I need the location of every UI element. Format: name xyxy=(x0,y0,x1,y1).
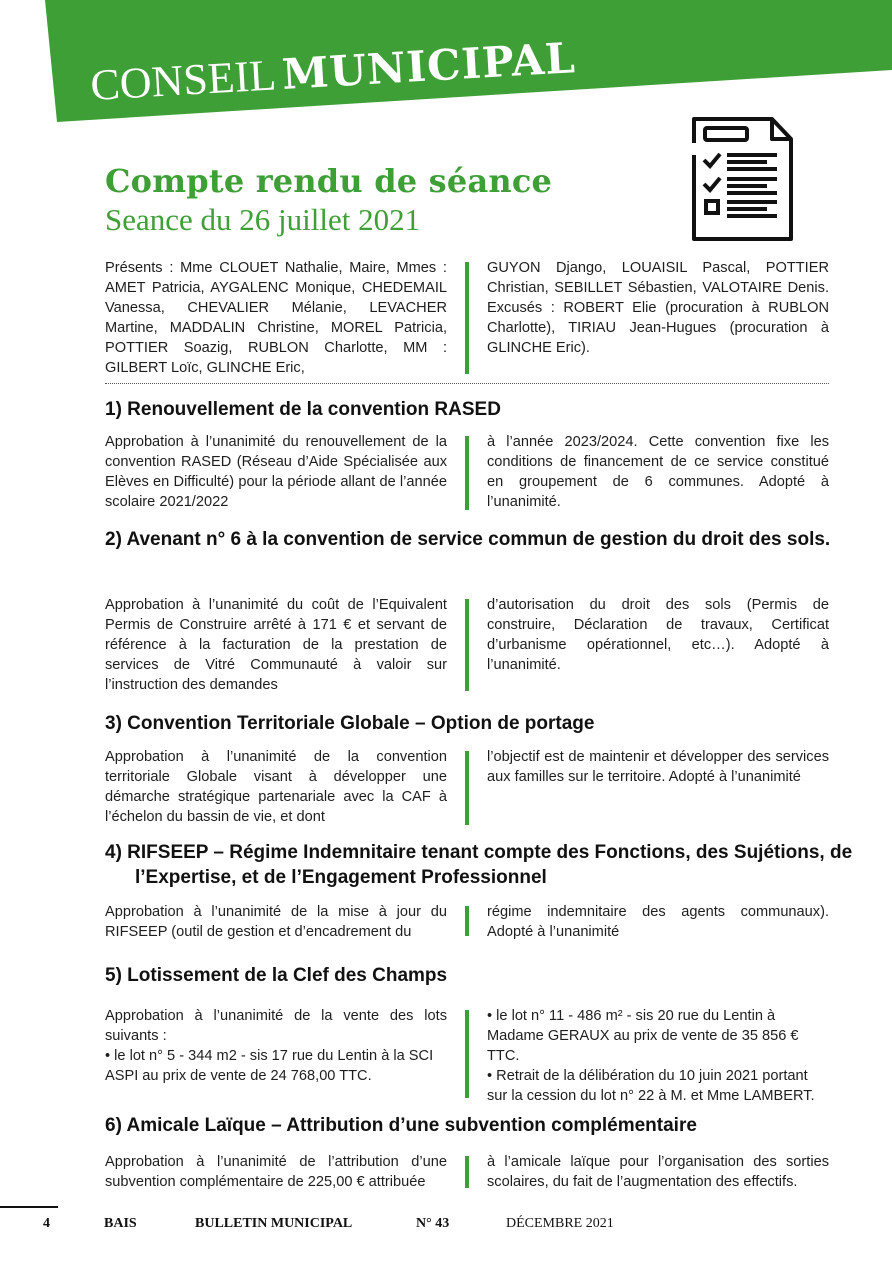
section-6-title: 6) Amicale Laïque – Attribution d’une subvention complémentaire xyxy=(105,1115,697,1136)
section-1-title: 1) Renouvellement de la convention RASED xyxy=(105,399,501,420)
page-footer xyxy=(0,1216,892,1236)
footer-issue: N° 43 xyxy=(416,1216,450,1231)
section-2-title: 2) Avenant n° 6 à la convention de service commun de gestion du droit des sols. xyxy=(105,529,831,550)
column-separator xyxy=(465,436,469,510)
report-title: Compte rendu de séance xyxy=(105,162,553,200)
column-separator xyxy=(465,599,469,691)
section-2-right: d’autorisation du droit des sols (Permis de construire, Déclaration de travaux, Certificat d’urbanisme opérationnel, etc…). Adopté à l’unanimité. xyxy=(487,597,829,673)
section-3-title: 3) Convention Territoriale Globale – Option de portage xyxy=(105,713,595,734)
section-6-right: à l’amicale laïque pour l’organisation des sorties scolaires, du fait de l’augmentation des effectifs. xyxy=(487,1154,829,1190)
section-2-body xyxy=(105,595,829,695)
column-separator xyxy=(465,1156,469,1188)
banner-title-bold: MUNICIPAL xyxy=(280,33,577,99)
attendance-block xyxy=(105,258,829,378)
dotted-divider xyxy=(105,383,829,384)
section-6-left: Approbation à l’unanimité de l’attribution d’une subvention complémentaire de 225,00 € attribuée xyxy=(105,1154,447,1190)
column-separator xyxy=(465,1010,469,1098)
section-4-right: régime indemnitaire des agents communaux). Adopté à l’unanimité xyxy=(487,904,829,940)
attendance-right: GUYON Django, LOUAISIL Pascal, POTTIER Christian, SEBILLET Sébastien, VALOTAIRE Denis. Excusés : ROBERT Elie (procuration à RUBLON Charlotte), TIRIAU Jean-Hugues (procuration à GLINCHE Eric). xyxy=(487,260,829,356)
section-4-left: Approbation à l’unanimité de la mise à jour du RIFSEEP (outil de gestion et d’encadrement du xyxy=(105,904,447,940)
section-5-right xyxy=(487,1006,829,1106)
section-4-title: 4) RIFSEEP – Régime Indemnitaire tenant compte des Fonctions, des Sujétions, de l’Expertise, et de l’Engagement Professionnel xyxy=(105,842,853,888)
footer-town: BAIS xyxy=(104,1216,137,1231)
section-5-intro: Approbation à l’unanimité de la vente des lots suivants : xyxy=(105,1008,447,1044)
footer-publication: BULLETIN MUNICIPAL xyxy=(195,1216,353,1231)
footer-rule xyxy=(0,1206,58,1208)
column-separator xyxy=(465,906,469,936)
checklist-document-icon xyxy=(690,115,795,243)
section-6-body xyxy=(105,1152,829,1192)
section-5-withdrawal: • Retrait de la délibération du 10 juin 2021 portant sur la cession du lot n° 22 à M. et Mme LAMBERT. xyxy=(487,1068,815,1104)
section-1-left: Approbation à l’unanimité du renouvellement de la convention RASED (Réseau d’Aide Spécialisée aux Elèves en Difficulté) pour la période allant de l’année scolaire 2021/2022 xyxy=(105,434,447,510)
section-5-left xyxy=(105,1006,447,1106)
section-5-lot-5: • le lot n° 5 - 344 m2 - sis 17 rue du Lentin à la SCI ASPI au prix de vente de 24 768,00 TTC. xyxy=(105,1048,434,1084)
banner-title-light: CONSEIL xyxy=(89,50,278,111)
section-3-body xyxy=(105,747,829,827)
section-5-body xyxy=(105,1006,829,1106)
page-number: 4 xyxy=(43,1216,50,1231)
page-heading xyxy=(105,160,552,238)
section-3-right: l’objectif est de maintenir et développer des services aux familles sur le territoire. Adopté à l’unanimité xyxy=(487,749,829,785)
section-2-left: Approbation à l’unanimité du coût de l’Equivalent Permis de Construire arrêté à 171 € et servant de référence à la facturation de la prestation de services de Vitré Communauté à valoir sur l’instruction des demandes xyxy=(105,597,447,693)
section-1-body xyxy=(105,432,829,512)
section-5-lot-11: • le lot n° 11 - 486 m² - sis 20 rue du Lentin à Madame GERAUX au prix de vente de 35 856 € TTC. xyxy=(487,1008,799,1064)
session-date: Seance du 26 juillet 2021 xyxy=(105,202,421,237)
section-4-body xyxy=(105,902,829,942)
section-1-right: à l’année 2023/2024. Cette convention fixe les conditions de financement de ce service constitué en groupement de 6 communes. Adopté à l’unanimité. xyxy=(487,434,829,510)
section-5-title: 5) Lotissement de la Clef des Champs xyxy=(105,965,448,986)
attendance-left: Présents : Mme CLOUET Nathalie, Maire, Mmes : AMET Patricia, AYGALENC Monique, CHEDEMAIL Vanessa, CHEVALIER Mélanie, LEVACHER Martine, MADDALIN Christine, MOREL Patricia, POTTIER Soazig, RUBLON Charlotte, MM : GILBERT Loïc, GLINCHE Eric, xyxy=(105,260,447,376)
header-banner xyxy=(0,0,892,130)
column-separator xyxy=(465,751,469,825)
column-separator xyxy=(465,262,469,374)
section-3-left: Approbation à l’unanimité de la convention territoriale Globale visant à développer une démarche stratégique partenariale avec la CAF à l’échelon du bassin de vie, et dont xyxy=(105,749,447,825)
footer-date: DÉCEMBRE 2021 xyxy=(506,1216,614,1231)
